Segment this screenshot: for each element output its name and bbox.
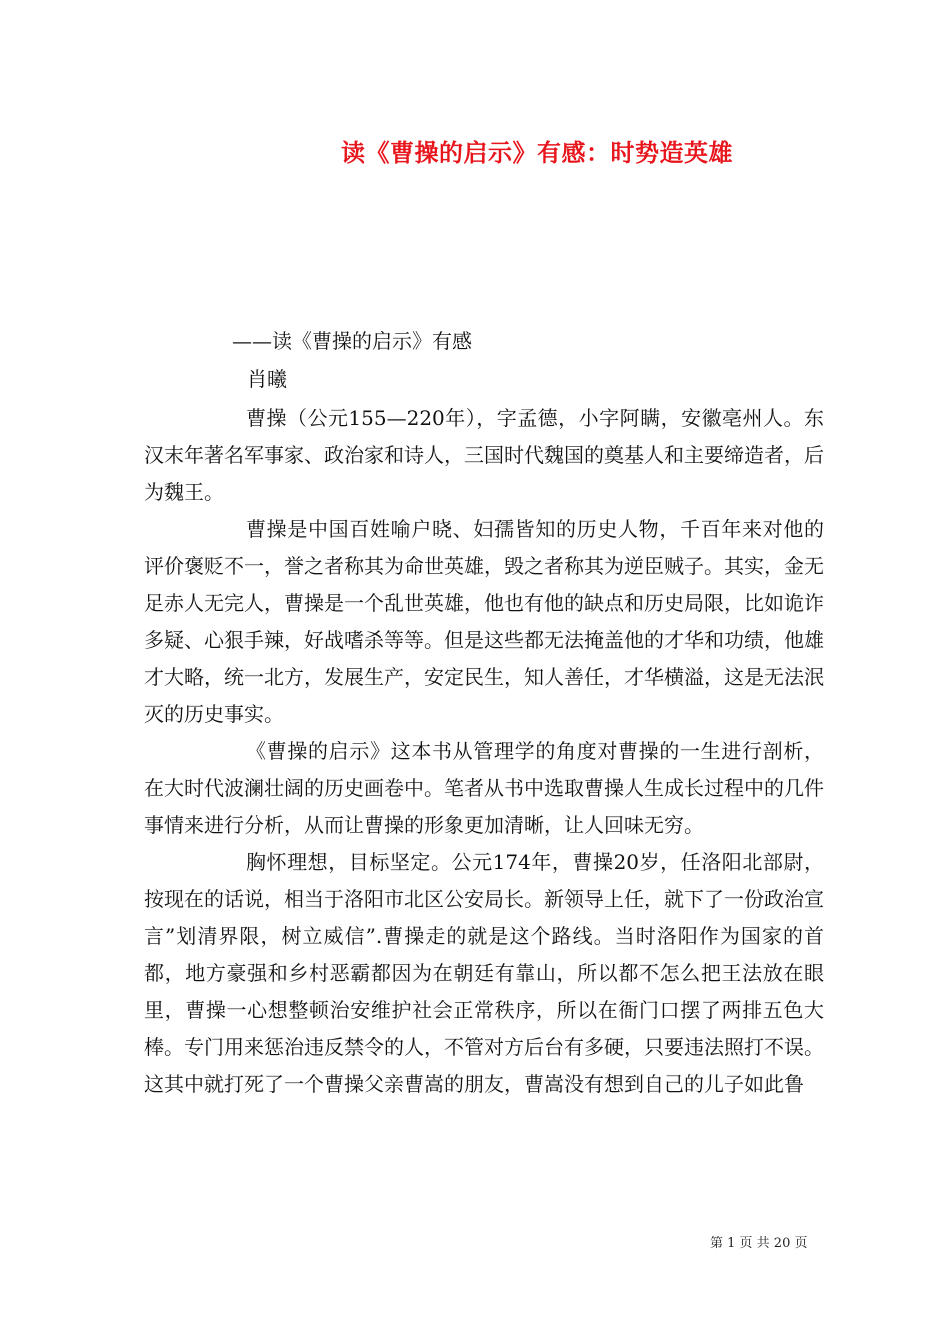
page-number-footer: 第 1 页 共 20 页 <box>710 1236 808 1251</box>
paragraph: 胸怀理想，目标坚定。公元174年，曹操20岁，任洛阳北部尉，按现在的话说，相当于洛阳市北区公安局长。新领导上任，就下了一份政治宣言”划清界限，树立威信”.曹操走的就是这个路线。当时洛阳作为国家的首都，地方豪强和乡村恶霸都因为在朝廷有靠山，所以都不怎么把王法放在眼里，曹操一心想整顿治安维护社会正常秩序，所以在衙门口摆了两排五色大棒。专门用来惩治违反禁令的人，不管对方后台有多硬，只要违法照打不误。这其中就打死了一个曹操父亲曹嵩的朋友，曹嵩没有想到自己的儿子如此鲁 <box>144 850 824 1096</box>
body-text <box>144 400 824 1103</box>
document-subtitle: ——读《曹操的启示》有感 <box>232 329 472 353</box>
document-title: 读《曹操的启示》有感：时势造英雄 <box>341 138 733 167</box>
paragraph: 曹操是中国百姓喻户晓、妇孺皆知的历史人物，千百年来对他的评价褒贬不一，誉之者称其为命世英雄，毁之者称其为逆臣贼子。其实，金无足赤人无完人，曹操是一个乱世英雄，他也有他的缺点和历史局限，比如诡诈多疑、心狠手辣，好战嗜杀等等。但是这些都无法掩盖他的才华和功绩，他雄才大略，统一北方，发展生产，安定民生，知人善任，才华横溢，这是无法泯灭的历史事实。 <box>144 517 824 726</box>
author-name: 肖曦 <box>247 367 287 391</box>
paragraph: 《曹操的启示》这本书从管理学的角度对曹操的一生进行剖析，在大时代波澜壮阔的历史画卷中。笔者从书中选取曹操人生成长过程中的几件事情来进行分析，从而让曹操的形象更加清晰，让人回味无穷。 <box>144 739 824 837</box>
paragraph: 曹操（公元155—220年），字孟德，小字阿瞒，安徽亳州人。东汉末年著名军事家、政治家和诗人，三国时代魏国的奠基人和主要缔造者，后为魏王。 <box>144 406 824 504</box>
